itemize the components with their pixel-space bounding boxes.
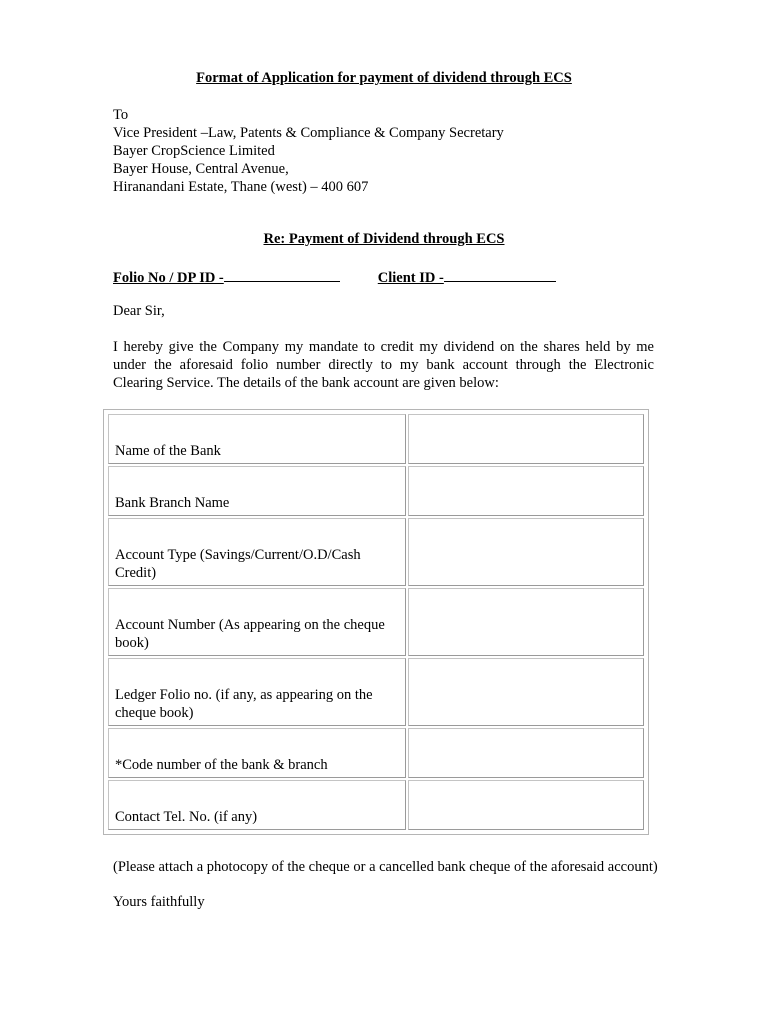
row-label-account-number: Account Number (As appearing on the cheque book)	[108, 588, 406, 656]
row-value-account-type[interactable]	[408, 518, 644, 586]
bank-details-table	[103, 409, 649, 835]
subject-line: Re: Payment of Dividend through ECS	[263, 231, 505, 247]
row-value-account-number[interactable]	[408, 588, 644, 656]
address-line-2: Bayer CropScience Limited	[113, 143, 275, 159]
row-value-bank-branch-code[interactable]	[408, 728, 644, 778]
address-line-4: Hiranandani Estate, Thane (west) – 400 607	[113, 179, 369, 195]
mandate-paragraph: I hereby give the Company my mandate to credit my dividend on the shares held by me under the aforesaid folio number directly to my bank account through the Electronic Clearing Service. The details of the bank account are given below:	[113, 339, 654, 391]
closing-line: Yours faithfully	[113, 894, 205, 910]
recipient-address	[113, 106, 504, 196]
table-row	[108, 466, 644, 516]
id-row	[113, 267, 556, 287]
row-label-bank-name: Name of the Bank	[108, 414, 406, 464]
client-id-blank[interactable]	[444, 267, 556, 282]
table-row	[108, 780, 644, 830]
row-value-ledger-folio[interactable]	[408, 658, 644, 726]
folio-dp-id-blank[interactable]	[224, 267, 340, 282]
client-id-label: Client ID -	[377, 270, 444, 286]
row-label-bank-branch-code: *Code number of the bank & branch	[108, 728, 406, 778]
table-row	[108, 414, 644, 464]
table-row	[108, 728, 644, 778]
address-line-3: Bayer House, Central Avenue,	[113, 161, 289, 177]
table-row	[108, 518, 644, 586]
row-value-bank-name[interactable]	[408, 414, 644, 464]
document-title: Format of Application for payment of dividend through ECS	[196, 70, 572, 86]
table-row	[108, 588, 644, 656]
row-label-contact-tel: Contact Tel. No. (if any)	[108, 780, 406, 830]
row-value-contact-tel[interactable]	[408, 780, 644, 830]
folio-dp-id-label: Folio No / DP ID -	[113, 270, 224, 286]
address-line-1: Vice President –Law, Patents & Compliance & Company Secretary	[113, 125, 504, 141]
attachment-note: (Please attach a photocopy of the cheque or a cancelled bank cheque of the aforesaid account)	[113, 859, 658, 875]
row-label-ledger-folio: Ledger Folio no. (if any, as appearing on the cheque book)	[108, 658, 406, 726]
row-value-branch-name[interactable]	[408, 466, 644, 516]
address-to: To	[113, 107, 129, 123]
table-row	[108, 658, 644, 726]
row-label-branch-name: Bank Branch Name	[108, 466, 406, 516]
salutation: Dear Sir,	[113, 303, 165, 319]
row-label-account-type: Account Type (Savings/Current/O.D/Cash Credit)	[108, 518, 406, 586]
